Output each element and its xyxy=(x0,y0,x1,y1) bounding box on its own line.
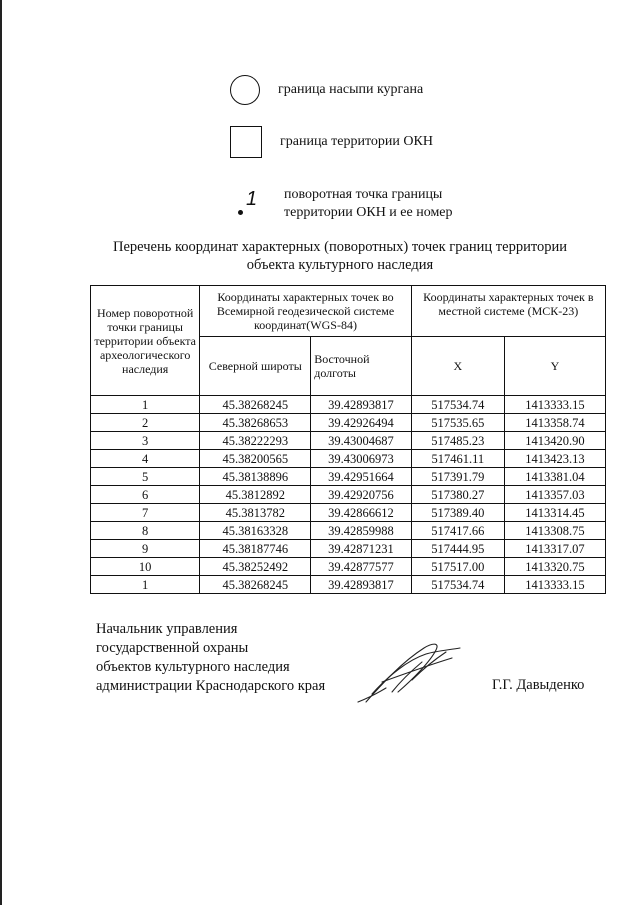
page-left-edge xyxy=(0,0,2,905)
cell-y: 1413333.15 xyxy=(504,576,605,594)
sub-header-x: X xyxy=(411,337,504,396)
cell-point-number: 3 xyxy=(91,432,200,450)
coordinates-body xyxy=(91,396,606,594)
legend-mound-label: граница насыпи кургана xyxy=(278,82,424,97)
cell-point-number: 2 xyxy=(91,414,200,432)
cell-point-number: 6 xyxy=(91,486,200,504)
cell-longitude: 39.43004687 xyxy=(311,432,411,450)
col-wgs-header: Координаты характерных точек во Всемирной геодезической системе координат(WGS-84) xyxy=(200,286,411,337)
cell-longitude: 39.42871231 xyxy=(311,540,411,558)
signatory-line1: Начальник управления xyxy=(96,621,238,637)
cell-point-number: 9 xyxy=(91,540,200,558)
cell-y: 1413308.75 xyxy=(504,522,605,540)
cell-longitude: 39.42893817 xyxy=(311,396,411,414)
cell-x: 517535.65 xyxy=(411,414,504,432)
cell-longitude: 39.42877577 xyxy=(311,558,411,576)
cell-longitude: 39.42893817 xyxy=(311,576,411,594)
table-row xyxy=(91,396,606,414)
cell-x: 517534.74 xyxy=(411,396,504,414)
cell-longitude: 39.42951664 xyxy=(311,468,411,486)
cell-x: 517389.40 xyxy=(411,504,504,522)
cell-y: 1413314.45 xyxy=(504,504,605,522)
heading-line1: Перечень координат характерных (поворотных) точек границ территории xyxy=(112,239,568,255)
cell-x: 517444.95 xyxy=(411,540,504,558)
sub-header-y: Y xyxy=(504,337,605,396)
cell-x: 517534.74 xyxy=(411,576,504,594)
cell-y: 1413320.75 xyxy=(504,558,605,576)
table-row xyxy=(91,432,606,450)
table-row xyxy=(91,558,606,576)
cell-y: 1413333.15 xyxy=(504,396,605,414)
table-row xyxy=(91,522,606,540)
cell-longitude: 39.42920756 xyxy=(311,486,411,504)
table-row xyxy=(91,468,606,486)
turning-point-icon xyxy=(236,188,270,220)
signatory-title xyxy=(96,620,325,696)
table-row xyxy=(91,504,606,522)
cell-x: 517517.00 xyxy=(411,558,504,576)
cell-latitude: 45.38252492 xyxy=(200,558,311,576)
handwritten-signature xyxy=(352,636,467,708)
signatory-line2: государственной охраны xyxy=(96,640,249,656)
cell-y: 1413317.07 xyxy=(504,540,605,558)
col-msk-header: Координаты характерных точек в местной системе (МСК-23) xyxy=(411,286,605,337)
cell-x: 517461.11 xyxy=(411,450,504,468)
cell-longitude: 39.42926494 xyxy=(311,414,411,432)
cell-point-number: 1 xyxy=(91,396,200,414)
circle-icon xyxy=(230,75,260,105)
heading-line2: объекта культурного наследия xyxy=(246,257,434,273)
cell-point-number: 4 xyxy=(91,450,200,468)
square-icon xyxy=(230,126,262,158)
col-point-header: Номер поворотной точки границы территории объекта археологического наследия xyxy=(91,286,200,396)
signatory-name: Г.Г. Давыденко xyxy=(492,677,585,693)
cell-longitude: 39.43006973 xyxy=(311,450,411,468)
cell-latitude: 45.3812892 xyxy=(200,486,311,504)
table-row xyxy=(91,540,606,558)
cell-y: 1413423.13 xyxy=(504,450,605,468)
cell-point-number: 10 xyxy=(91,558,200,576)
cell-longitude: 39.42859988 xyxy=(311,522,411,540)
signatory-line3: объектов культурного наследия xyxy=(96,659,290,675)
cell-latitude: 45.3813782 xyxy=(200,504,311,522)
cell-y: 1413420.90 xyxy=(504,432,605,450)
legend-turning-point-label xyxy=(284,186,453,222)
legend-mound xyxy=(230,75,423,105)
cell-y: 1413358.74 xyxy=(504,414,605,432)
cell-longitude: 39.42866612 xyxy=(311,504,411,522)
cell-x: 517391.79 xyxy=(411,468,504,486)
sub-header-lat: Северной широты xyxy=(200,337,311,396)
turning-point-number: 1 xyxy=(246,188,258,210)
cell-x: 517417.66 xyxy=(411,522,504,540)
table-heading xyxy=(60,238,620,274)
signatory-line4: администрации Краснодарского края xyxy=(96,678,326,694)
cell-point-number: 1 xyxy=(91,576,200,594)
cell-latitude: 45.38222293 xyxy=(200,432,311,450)
cell-latitude: 45.38163328 xyxy=(200,522,311,540)
cell-point-number: 5 xyxy=(91,468,200,486)
legend-okn-territory xyxy=(230,126,433,158)
cell-latitude: 45.38138896 xyxy=(200,468,311,486)
cell-y: 1413357.03 xyxy=(504,486,605,504)
table-row xyxy=(91,486,606,504)
cell-latitude: 45.38268245 xyxy=(200,576,311,594)
legend-turning-point-line2: территории ОКН и ее номер xyxy=(284,205,453,220)
cell-x: 517485.23 xyxy=(411,432,504,450)
table-row xyxy=(91,414,606,432)
cell-latitude: 45.38268245 xyxy=(200,396,311,414)
legend-turning-point-line1: поворотная точка границы xyxy=(284,187,443,202)
table-row xyxy=(91,450,606,468)
cell-y: 1413381.04 xyxy=(504,468,605,486)
legend-okn-territory-label: граница территории ОКН xyxy=(280,134,433,149)
coordinates-table xyxy=(90,285,606,594)
cell-point-number: 8 xyxy=(91,522,200,540)
cell-latitude: 45.38187746 xyxy=(200,540,311,558)
cell-latitude: 45.38200565 xyxy=(200,450,311,468)
table-row xyxy=(91,576,606,594)
cell-x: 517380.27 xyxy=(411,486,504,504)
sub-header-lon: Восточной долготы xyxy=(311,337,411,396)
cell-point-number: 7 xyxy=(91,504,200,522)
cell-latitude: 45.38268653 xyxy=(200,414,311,432)
legend-turning-point xyxy=(236,186,453,222)
